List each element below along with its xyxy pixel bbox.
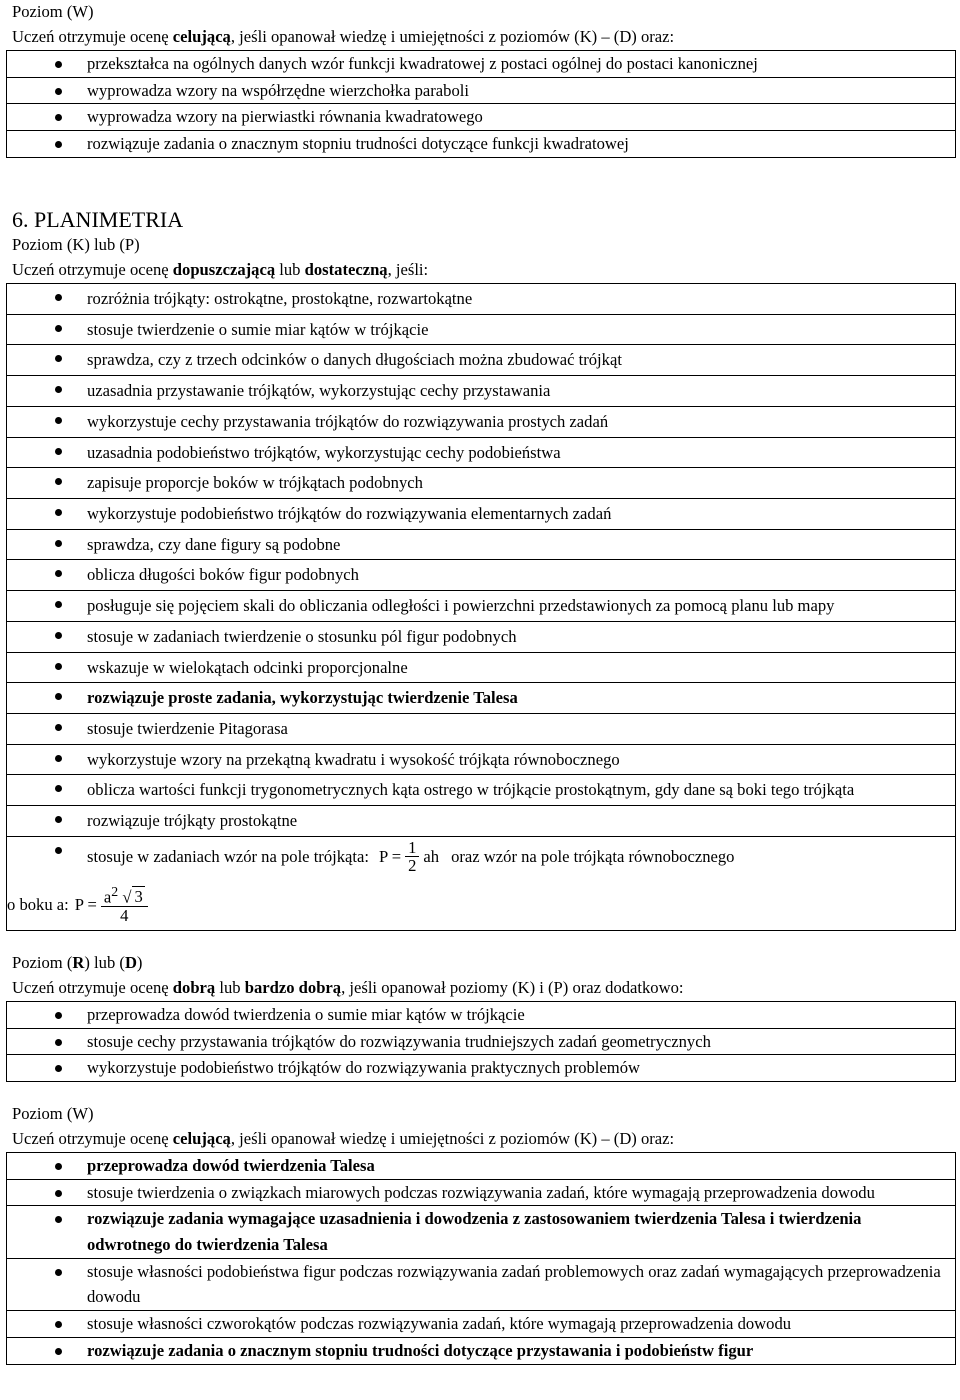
list-item-bold: rozwiązuje proste zadania, wykorzystując twierdzenie Talesa: [7, 683, 955, 714]
list-item: wskazuje w wielokątach odcinki proporcjonalne: [7, 653, 955, 684]
intro-text: Uczeń otrzymuje ocenę: [12, 26, 173, 46]
root-value: 3: [134, 887, 143, 907]
list-item: wykorzystuje cechy przystawania trójkątów do rozwiązywania prostych zadań: [7, 407, 955, 438]
list-item: stosuje własności podobieństwa figur podczas rozwiązywania zadań problemowych oraz zadań wymagających przeprowadzenia dowodu: [7, 1259, 955, 1311]
formula-ah: ah: [423, 846, 440, 866]
list-item: sprawdza, czy dane figury są podobne: [7, 530, 955, 561]
list-item: zapisuje proporcje boków w trójkątach podobnych: [7, 468, 955, 499]
intro-grade-2: dostateczną: [304, 260, 388, 280]
intro-grade: celującą: [172, 1128, 231, 1148]
requirements-list-w-top: [6, 50, 956, 158]
intro-text-post: , jeśli opanował poziomy (K) i (P) oraz dodatkowo:: [341, 977, 684, 997]
triangle-area-formula: [87, 839, 949, 875]
list-item: rozróżnia trójkąty: ostrokątne, prostokątne, rozwartokątne: [7, 284, 955, 315]
formula-text-post: oraz wzór na pole trójkąta równobocznego: [451, 846, 735, 866]
level-text: ): [136, 953, 143, 973]
intro-text-mid: lub: [275, 260, 305, 280]
formula-p-eq: P =: [74, 894, 97, 914]
list-item: stosuje własności czworokątów podczas rozwiązywania zadań, które wymagają przeprowadzenia dowodu: [7, 1311, 955, 1338]
list-item: posługuje się pojęciem skali do obliczania odległości i powierzchni przedstawionych za pomocą planu lub mapy: [7, 591, 955, 622]
list-item-formula: [7, 837, 955, 930]
fraction-denominator: 4: [120, 905, 129, 925]
level-intro-w: [6, 1127, 956, 1152]
list-item: uzasadnia przystawanie trójkątów, wykorzystując cechy przystawania: [7, 376, 955, 407]
fraction-numerator: $a^2$ √ 3: [101, 885, 148, 907]
intro-text: Uczeń otrzymuje ocenę: [12, 1128, 173, 1148]
list-item: wyprowadza wzory na pierwiastki równania kwadratowego: [7, 104, 955, 131]
fraction-half: [405, 839, 419, 875]
list-item-bold: przeprowadza dowód twierdzenia Talesa: [7, 1153, 955, 1180]
list-item-bold: rozwiązuje zadania wymagające uzasadnienia i dowodzenia z zastosowaniem twierdzenia Talesa i twierdzenia odwrotnego do twierdzenia Talesa: [7, 1206, 955, 1258]
level-intro-kp: [6, 258, 956, 283]
list-item-bold: rozwiązuje zadania o znacznym stopniu trudności dotyczące przystawania i podobieństw figur: [7, 1338, 955, 1364]
list-item: wyprowadza wzory na współrzędne wierzchołka paraboli: [7, 78, 955, 105]
document-page: [6, 0, 956, 1365]
fraction-denominator: 2: [408, 856, 417, 876]
level-intro-w-top: [6, 25, 956, 50]
level-heading-rd: [6, 951, 956, 976]
formula-p-eq: P =: [379, 846, 402, 866]
list-item: oblicza długości boków figur podobnych: [7, 560, 955, 591]
level-text: ) lub (: [84, 953, 125, 973]
list-item: stosuje twierdzenie Pitagorasa: [7, 714, 955, 745]
level-r: R: [72, 953, 85, 973]
section-title: 6. PLANIMETRIA: [12, 206, 184, 232]
level-heading-kp: Poziom (K) lub (P): [12, 235, 140, 255]
exponent: 2: [111, 883, 119, 899]
formula-text: stosuje w zadaniach wzór na pole trójkąta:: [87, 846, 369, 866]
level-heading-w: Poziom (W): [12, 1104, 94, 1124]
list-item: wykorzystuje podobieństwo trójkątów do rozwiązywania praktycznych problemów: [7, 1055, 955, 1081]
list-item: sprawdza, czy z trzech odcinków o danych długościach można zbudować trójkąt: [7, 345, 955, 376]
list-item: oblicza wartości funkcji trygonometrycznych kąta ostrego w trójkącie prostokątnym, gdy dane są boki tego trójkąta: [7, 775, 955, 806]
level-intro-rd: [6, 976, 956, 1001]
list-item: uzasadnia podobieństwo trójkątów, wykorzystując cechy podobieństwa: [7, 438, 955, 469]
intro-text-post: , jeśli:: [387, 260, 429, 280]
intro-grade: celującą: [172, 26, 231, 46]
fraction-numerator: 1: [405, 839, 419, 857]
intro-text-post: , jeśli opanował wiedzę i umiejętności z poziomów (K) – (D) oraz:: [230, 1128, 675, 1148]
list-item: stosuje twierdzenia o związkach miarowych podczas rozwiązywania zadań, które wymagają przeprowadzenia dowodu: [7, 1180, 955, 1207]
level-d: D: [124, 953, 137, 973]
intro-text: Uczeń otrzymuje ocenę: [12, 260, 173, 280]
intro-text: Uczeń otrzymuje ocenę: [12, 977, 173, 997]
list-item: stosuje cechy przystawania trójkątów do rozwiązywania trudniejszych zadań geometrycznych: [7, 1029, 955, 1056]
requirements-list-rd: [6, 1001, 956, 1082]
list-item: stosuje w zadaniach twierdzenie o stosunku pól figur podobnych: [7, 622, 955, 653]
requirements-list-kp: [6, 283, 956, 931]
intro-grade-1: dopuszczającą: [172, 260, 276, 280]
list-item: wykorzystuje podobieństwo trójkątów do rozwiązywania elementarnych zadań: [7, 499, 955, 530]
equilateral-area-formula: [7, 885, 949, 928]
level-heading-w-top: Poziom (W): [12, 2, 94, 21]
list-item: rozwiązuje trójkąty prostokątne: [7, 806, 955, 837]
fraction-equilateral: [101, 885, 148, 924]
requirements-list-w: [6, 1152, 956, 1365]
var-a: a: [103, 887, 112, 907]
formula-text: o boku a:: [7, 894, 69, 914]
list-item: wykorzystuje wzory na przekątną kwadratu i wysokość trójkąta równobocznego: [7, 745, 955, 776]
list-item: przekształca na ogólnych danych wzór funkcji kwadratowej z postaci ogólnej do postaci kanonicznej: [7, 51, 955, 78]
level-text: Poziom (: [12, 953, 73, 973]
list-item: rozwiązuje zadania o znacznym stopniu trudności dotyczące funkcji kwadratowej: [7, 131, 955, 157]
list-item: przeprowadza dowód twierdzenia o sumie miar kątów w trójkącie: [7, 1002, 955, 1029]
intro-grade-2: bardzo dobrą: [244, 977, 342, 997]
list-item: stosuje twierdzenie o sumie miar kątów w trójkącie: [7, 315, 955, 346]
intro-text-mid: lub: [215, 977, 245, 997]
intro-grade-1: dobrą: [172, 977, 216, 997]
intro-text-post: , jeśli opanował wiedzę i umiejętności z poziomów (K) – (D) oraz:: [230, 26, 675, 46]
